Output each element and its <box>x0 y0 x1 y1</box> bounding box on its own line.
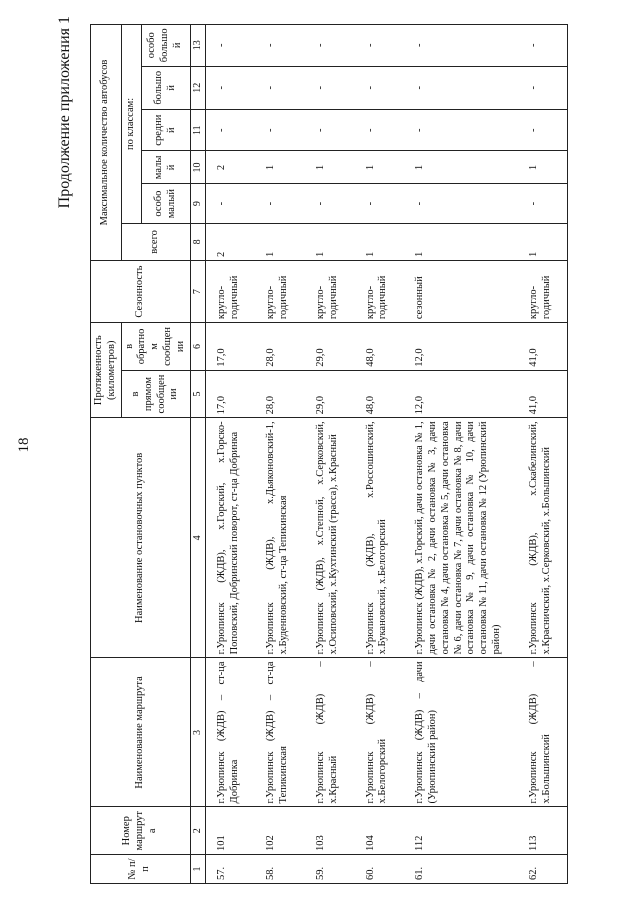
col-number: 1 <box>190 855 205 884</box>
row-index: 61. <box>404 855 518 884</box>
buses-extra-small: - <box>305 184 355 223</box>
header-length-forward: в прямом сообщении <box>121 370 190 418</box>
buses-extra-small: - <box>404 184 518 223</box>
col-number: 4 <box>190 418 205 658</box>
buses-extra-large: - <box>518 25 568 67</box>
route-number: 113 <box>518 807 568 855</box>
header-length-reverse: в обратном сообщении <box>121 323 190 371</box>
buses-small: 1 <box>404 151 518 184</box>
buses-medium: - <box>305 109 355 150</box>
length-forward: 28,0 <box>255 370 305 418</box>
col-number: 2 <box>190 807 205 855</box>
buses-extra-large: - <box>255 25 305 67</box>
buses-small: 1 <box>305 151 355 184</box>
col-number: 8 <box>190 223 205 260</box>
buses-total: 1 <box>255 223 305 260</box>
buses-medium: - <box>518 109 568 150</box>
buses-total: 1 <box>355 223 405 260</box>
header-class-small: малый <box>141 151 190 184</box>
header-by-classes: по классам: <box>121 25 141 224</box>
buses-large: - <box>518 66 568 109</box>
table-row <box>518 25 568 884</box>
header-route-number: Номер маршрута <box>91 807 191 855</box>
buses-extra-large: - <box>355 25 405 67</box>
seasonality: кругло-годичный <box>518 261 568 323</box>
buses-extra-large: - <box>404 25 518 67</box>
buses-medium: - <box>355 109 405 150</box>
col-number: 12 <box>190 66 205 109</box>
route-name: г.Урюпинск (ЖДВ) – х.Белогорский <box>355 658 405 807</box>
col-number: 5 <box>190 370 205 418</box>
route-number: 102 <box>255 807 305 855</box>
header-class-extra-small: особо малый <box>141 184 190 223</box>
route-stops: г.Урюпинск (ЖДВ), х.Скабелинский, х.Красничский, х.Серковский, х.Большинский <box>518 418 568 658</box>
header-stops: Наименование остановочных пунктов <box>91 418 191 658</box>
buses-total: 1 <box>404 223 518 260</box>
table-row <box>355 25 405 884</box>
length-reverse: 41,0 <box>518 323 568 371</box>
length-reverse: 17,0 <box>205 323 255 371</box>
header-class-medium: средний <box>141 109 190 150</box>
row-index: 57. <box>205 855 255 884</box>
buses-small: 1 <box>255 151 305 184</box>
buses-small: 1 <box>518 151 568 184</box>
route-number: 101 <box>205 807 255 855</box>
route-name: г.Урюпинск (ЖДВ) – дачи (Урюпинский район) <box>404 658 518 807</box>
col-number: 6 <box>190 323 205 371</box>
col-number: 7 <box>190 261 205 323</box>
buses-extra-small: - <box>355 184 405 223</box>
table-row <box>255 25 305 884</box>
seasonality: сезонный <box>404 261 518 323</box>
header-num: № п/п <box>91 855 191 884</box>
buses-total: 2 <box>205 223 255 260</box>
buses-large: - <box>205 66 255 109</box>
buses-extra-large: - <box>305 25 355 67</box>
route-name: г.Урюпинск (ЖДВ) – ст-ца Тепикинская <box>255 658 305 807</box>
seasonality: кругло-годичный <box>355 261 405 323</box>
buses-medium: - <box>255 109 305 150</box>
col-number: 3 <box>190 658 205 807</box>
buses-small: 1 <box>355 151 405 184</box>
length-forward: 12,0 <box>404 370 518 418</box>
col-number: 11 <box>190 109 205 150</box>
route-number: 112 <box>404 807 518 855</box>
buses-extra-large: - <box>205 25 255 67</box>
buses-large: - <box>404 66 518 109</box>
buses-total: 1 <box>305 223 355 260</box>
table-row <box>205 25 255 884</box>
buses-large: - <box>255 66 305 109</box>
route-number: 104 <box>355 807 405 855</box>
length-forward: 48,0 <box>355 370 405 418</box>
col-number: 9 <box>190 184 205 223</box>
row-index: 59. <box>305 855 355 884</box>
buses-small: 2 <box>205 151 255 184</box>
buses-medium: - <box>404 109 518 150</box>
row-index: 58. <box>255 855 305 884</box>
row-index: 62. <box>518 855 568 884</box>
route-stops: г.Урюпинск (ЖДВ), х.Горский, дачи остановка № 1, дачи остановка № 2, дачи остановка № 3, дачи остановка № 4, дачи остановка № 5, дачи остановка № 6, дачи остановка № 7, дачи остановка № 8, дачи остановка № 9, дачи остановка № 10, дачи остановка № 11, дачи остановка № 12 (Урюпинский район) <box>404 418 518 658</box>
col-number: 13 <box>190 25 205 67</box>
header-length: Протяженность (километров) <box>91 323 122 418</box>
buses-large: - <box>305 66 355 109</box>
seasonality: кругло-годичный <box>305 261 355 323</box>
seasonality: кругло-годичный <box>255 261 305 323</box>
seasonality: кругло-годичный <box>205 261 255 323</box>
table-row <box>404 25 518 884</box>
header-class-extra-large: особо большой <box>141 25 190 67</box>
page-number: 18 <box>16 437 32 453</box>
col-number: 10 <box>190 151 205 184</box>
table-row <box>305 25 355 884</box>
header-route-name: Наименование маршрута <box>91 658 191 807</box>
row-index: 60. <box>355 855 405 884</box>
length-forward: 17,0 <box>205 370 255 418</box>
header-season: Сезонность <box>91 261 191 323</box>
buses-extra-small: - <box>518 184 568 223</box>
route-stops: г.Урюпинск (ЖДВ), х.Дьяконовский-1, х.Буденновский, ст-ца Тепикинская <box>255 418 305 658</box>
route-stops: г.Урюпинск (ЖДВ), х.Горский, х.Горско-Поповский, Добринский поворот, ст-ца Добринка <box>205 418 255 658</box>
header-class-large: большой <box>141 66 190 109</box>
length-reverse: 12,0 <box>404 323 518 371</box>
route-stops: г.Урюпинск (ЖДВ), х.Россошинский, х.Букановский, х.Белогорский <box>355 418 405 658</box>
length-reverse: 48,0 <box>355 323 405 371</box>
length-reverse: 29,0 <box>305 323 355 371</box>
length-forward: 41,0 <box>518 370 568 418</box>
appendix-subtitle: Продолжение приложения 1 <box>56 16 73 209</box>
header-row-1 <box>91 25 122 884</box>
header-max-buses: Максимальное количество автобусов <box>91 25 122 261</box>
buses-large: - <box>355 66 405 109</box>
length-forward: 29,0 <box>305 370 355 418</box>
header-total: всего <box>121 223 190 260</box>
route-number: 103 <box>305 807 355 855</box>
buses-total: 1 <box>518 223 568 260</box>
routes-table <box>90 24 568 884</box>
route-name: г.Урюпинск (ЖДВ) – х.Большинский <box>518 658 568 807</box>
length-reverse: 28,0 <box>255 323 305 371</box>
buses-medium: - <box>205 109 255 150</box>
buses-extra-small: - <box>205 184 255 223</box>
route-stops: г.Урюпинск (ЖДВ), х.Степной, х.Серковский, х.Осиповский, х.Кухтинский (трасса), х.Красный <box>305 418 355 658</box>
route-name: г.Урюпинск (ЖДВ) – ст-ца Добринка <box>205 658 255 807</box>
route-name: г.Урюпинск (ЖДВ) – х.Красный <box>305 658 355 807</box>
buses-extra-small: - <box>255 184 305 223</box>
column-number-row <box>190 25 205 884</box>
